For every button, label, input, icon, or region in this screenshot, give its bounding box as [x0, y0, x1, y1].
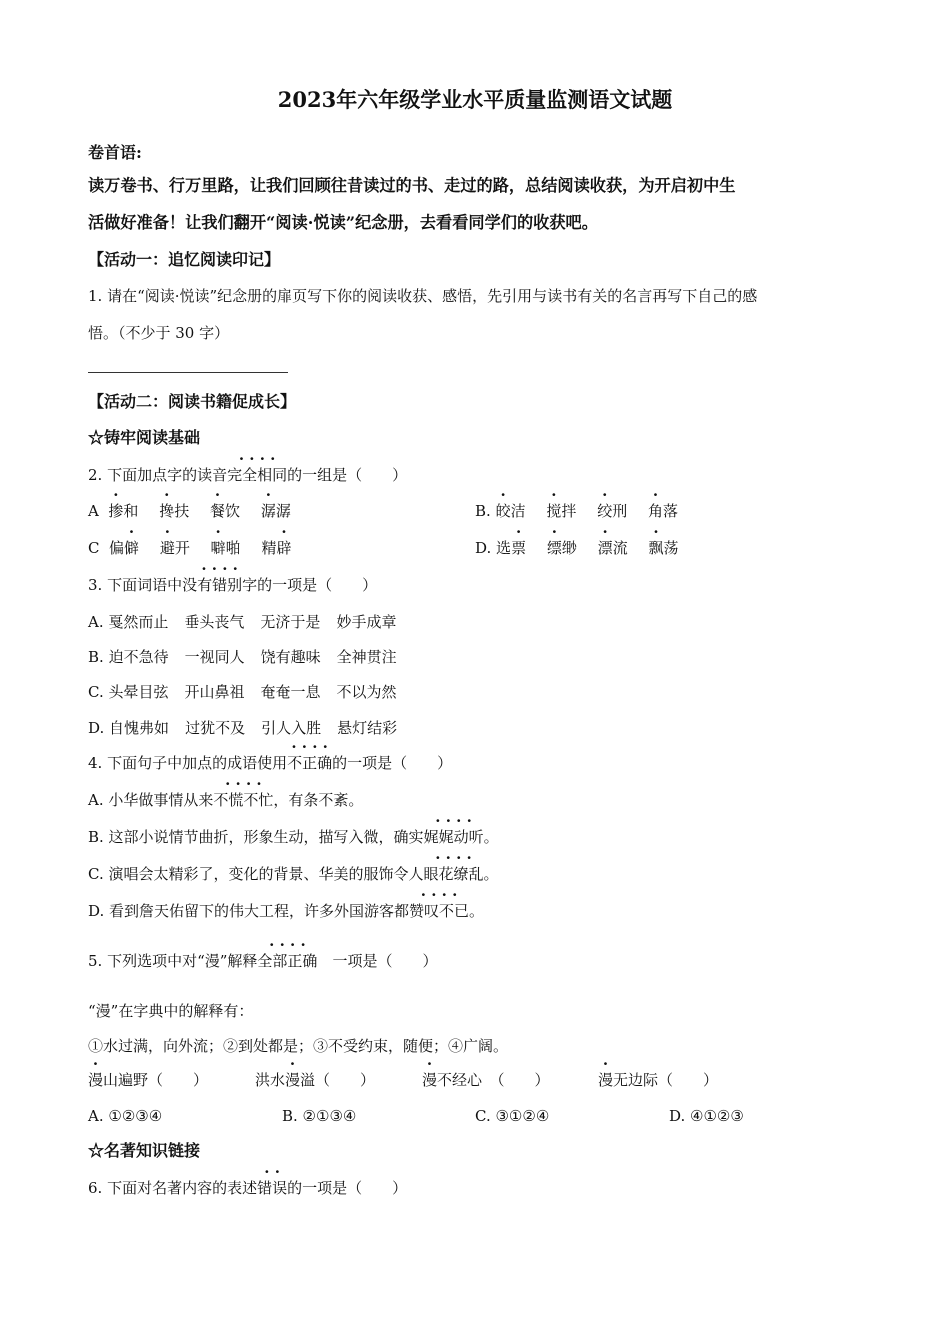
preface-label: 卷首语: — [88, 143, 142, 162]
q5-item-3: 漫不经心 （ ） — [422, 1071, 550, 1089]
question-5-stem: 5. 下列选项中对“漫”解释· · · · 全部正确 一项是（ ） — [88, 951, 437, 971]
page-title: 2023年六年级学业水平质量监测语文试题 — [277, 87, 673, 112]
preface-line-2: 活做好准备！让我们翻开“阅读·悦读”纪念册，去看看同学们的收获吧。 — [88, 213, 598, 232]
question-6-stem: 6. 下面对名著内容的表述· · 错误的一项是（ ） — [88, 1178, 407, 1198]
q5-answer-d: D. ④①②③ — [669, 1107, 744, 1125]
q5-answer-a: A. ①②③④ — [88, 1107, 163, 1125]
q2-option-a: A 掺和 搀扶 餐饮 潺潺 — [88, 502, 291, 520]
question-1-line-1: 1. 请在“阅读·悦读”纪念册的扉页写下你的阅读收获、感悟，先引用与读书有关的名言再写下自己的感 — [88, 287, 758, 305]
q4-option-a: A. 小华做事情从来· · · · 不慌不忙，有条不紊。 — [88, 790, 363, 810]
q2-pre: 2. 下面加点字的读音 — [88, 466, 228, 484]
q4-option-d: D. 看到詹天佑留下的伟大工程，许多外国游客都· · · · 赞叹不已。 — [88, 901, 484, 921]
question-3-stem: 3. 下面词语中· · · · 没有错别字的一项是（ ） — [88, 575, 377, 595]
q2-option-b: B. 皎洁 搅拌 绞刑 角落 — [475, 502, 679, 520]
answer-blank-line — [88, 372, 288, 373]
q4-emphasis: · · · · 不正确 — [287, 753, 332, 773]
q5-item-2: 洪水漫溢（ ） — [255, 1071, 376, 1089]
q3-option-a: A. 戛然而止 垂头丧气 无济于是 妙手成章 — [88, 613, 397, 631]
question-4-stem: 4. 下面句子中加点的成语使用· · · · 不正确的一项是（ ） — [88, 753, 452, 773]
q5-emphasis: · · · · 全部正确 — [257, 951, 317, 971]
q3-option-c: C. 头晕目弦 开山鼻祖 奄奄一息 不以为然 — [88, 683, 397, 701]
q3-option-b: B. 迫不急待 一视同人 饶有趣味 全神贯注 — [88, 648, 397, 666]
q3-option-d: D. 自愧弗如 过犹不及 引人入胜 悬灯结彩 — [88, 719, 398, 737]
activity-2-heading: 【活动二：阅读书籍促成长】 — [88, 392, 297, 411]
q5-item-1: 漫山遍野（ ） — [88, 1071, 209, 1089]
q2-post: 的一组是（ ） — [287, 466, 408, 484]
q2-option-d: D. 选票 缥缈 漂流 飘荡 — [475, 539, 679, 557]
q5-answer-b: B. ②①③④ — [282, 1107, 357, 1125]
q5-answer-c: C. ③①②④ — [475, 1107, 550, 1125]
q4-option-c: C. 演唱会太精彩了，变化的背景、华美的服饰令人· · · · 眼花缭乱。 — [88, 864, 499, 884]
q6-emphasis: · · 错误 — [257, 1178, 287, 1198]
q2-option-c: C 偏僻 避开 噼啪 精辟 — [88, 539, 292, 557]
section-classics-knowledge: ☆名著知识链接 — [88, 1141, 201, 1160]
question-1-line-2: 悟。（不少于 30 字） — [88, 324, 230, 342]
q2-emphasis: · · · · 完全相同 — [227, 465, 287, 485]
activity-1-heading: 【活动一：追忆阅读印记】 — [88, 250, 281, 269]
q4-option-b: B. 这部小说情节曲折，形象生动，描写入微，确实· · · · 娓娓动听。 — [88, 827, 499, 847]
q5-dictionary-line: “漫”在字典中的解释有： — [88, 1002, 254, 1020]
q3-emphasis: · · · · 没有错别字 — [182, 575, 257, 595]
section-reading-basics: ☆铸牢阅读基础 — [88, 428, 201, 447]
q5-item-4: 漫无边际（ ） — [598, 1071, 719, 1089]
question-2-stem — [88, 465, 407, 485]
q5-meanings: ①水过满，向外流；②到处都是；③不受约束，随便；④广阔。 — [88, 1037, 509, 1055]
preface-line-1: 读万卷书、行万里路，让我们回顾往昔读过的书、走过的路，总结阅读收获，为开启初中生 — [88, 176, 736, 195]
